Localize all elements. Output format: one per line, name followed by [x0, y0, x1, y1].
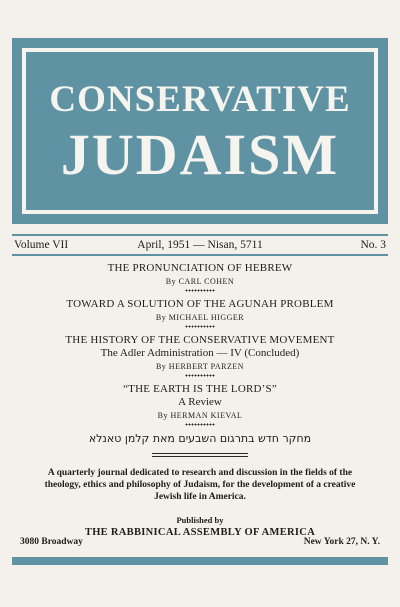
hebrew-article-title: מחקר חדש בתרגום השבעים מאת קלמן טאנלא: [88, 432, 312, 445]
masthead-frame: [22, 48, 378, 214]
ornamental-rule: [152, 453, 248, 457]
dot-separator: [185, 289, 215, 292]
address-line: [20, 537, 380, 547]
dot-separator: [185, 374, 215, 377]
top-rule: [12, 234, 388, 236]
volume-label: Volume VII: [14, 239, 69, 251]
article-entry: [12, 262, 388, 292]
article-subtitle: The Adler Administration — IV (Concluded): [100, 347, 300, 359]
issue-rule: [12, 254, 388, 256]
city-address: New York 27, N. Y.: [303, 537, 380, 547]
publisher-block: [12, 515, 388, 538]
article-entry: [12, 383, 388, 426]
issue-line: [14, 239, 386, 251]
street-address: 3080 Broadway: [20, 537, 83, 547]
article-entry: [12, 298, 388, 328]
bottom-bar: [12, 557, 388, 565]
article-title: TOWARD A SOLUTION OF THE AGUNAH PROBLEM: [66, 298, 334, 310]
dot-separator: [185, 325, 215, 328]
journal-description: A quarterly journal dedicated to research and discussion in the fields of the theology, ethics and philosophy of Judaism, for the development of a creative Jewish life in America.: [44, 468, 356, 502]
issue-number: No. 3: [360, 239, 386, 251]
article-title: THE HISTORY OF THE CONSERVATIVE MOVEMENT: [65, 334, 335, 346]
journal-title-line1: CONSERVATIVE: [49, 78, 351, 120]
article-subtitle: A Review: [178, 396, 222, 408]
dot-separator: [185, 423, 215, 426]
journal-title-line2: JUDAISM: [60, 121, 340, 187]
issue-date: April, 1951 — Nisan, 5711: [137, 239, 263, 251]
article-title: THE PRONUNCIATION OF HEBREW: [107, 262, 293, 274]
article-byline: By CARL COHEN: [165, 277, 235, 286]
table-of-contents: [12, 262, 388, 538]
article-byline: By HERMAN KIEVAL: [157, 411, 243, 420]
article-byline: By HERBERT PARZEN: [155, 362, 245, 371]
publisher-label: Published by: [176, 515, 224, 525]
masthead-panel: [12, 38, 388, 224]
article-title: “THE EARTH IS THE LORD’S”: [123, 383, 277, 395]
article-byline: By MICHAEL HIGGER: [155, 313, 245, 322]
article-entry: [12, 334, 388, 377]
publisher-name: THE RABBINICAL ASSEMBLY OF AMERICA: [84, 527, 316, 538]
